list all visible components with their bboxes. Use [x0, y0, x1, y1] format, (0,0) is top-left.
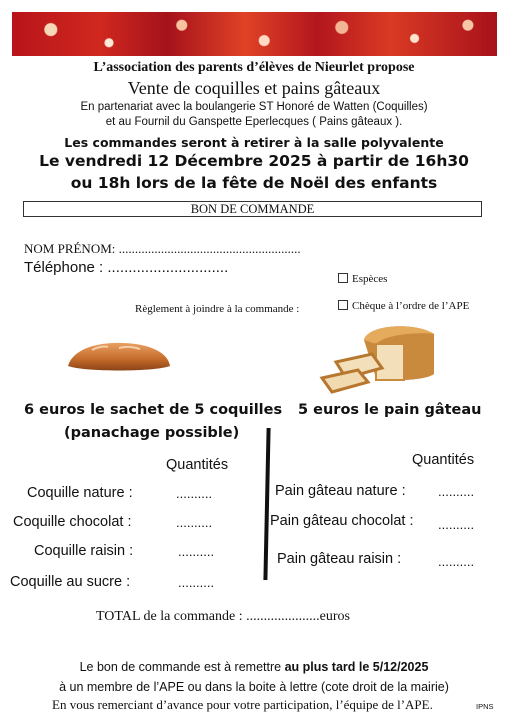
name-field[interactable]: NOM PRÉNOM: ........................................................	[24, 241, 301, 256]
footer-deadline-line	[0, 660, 508, 674]
coquille-quantities-header: Quantités	[166, 457, 229, 473]
pain-gateau-price: 5 euros le pain gâteau	[298, 402, 482, 418]
ipns-mark: IPNS	[476, 702, 494, 711]
coquille-raisin-qty[interactable]: ..........	[178, 544, 215, 559]
date-line-2: ou 18h lors de la fête de Noël des enfants	[70, 174, 438, 192]
footer-dropoff-line: à un membre de l’APE ou dans la boite à lettre (cote droit de la mairie)	[59, 680, 449, 694]
order-total-field[interactable]: TOTAL de la commande : .....................euros	[96, 609, 350, 624]
coquille-sucre-label: Coquille au sucre :	[10, 574, 131, 590]
footer-deadline-date: au plus tard le 5/12/2025	[284, 660, 429, 674]
coquille-bread-icon	[64, 340, 174, 374]
phone-field[interactable]: Téléphone : .............................	[24, 259, 229, 276]
coquille-chocolat-qty[interactable]: ..........	[176, 515, 213, 530]
coquille-mix-note: (panachage possible)	[64, 425, 240, 441]
coquille-price: 6 euros le sachet de 5 coquilles	[24, 402, 283, 418]
pickup-line: Les commandes seront à retirer à la salle polyvalente	[64, 135, 444, 150]
coquille-chocolat-label: Coquille chocolat :	[13, 514, 132, 530]
pain-nature-label: Pain gâteau nature :	[275, 483, 406, 499]
pain-chocolat-qty[interactable]: ..........	[438, 517, 475, 532]
pain-raisin-label: Pain gâteau raisin :	[277, 551, 402, 567]
coquille-nature-label: Coquille nature :	[27, 485, 133, 501]
pain-nature-qty[interactable]: ..........	[438, 484, 475, 499]
partner-line-1: En partenariat avec la boulangerie ST Honoré de Watten (Coquilles)	[80, 101, 428, 113]
footer-deadline-prefix: Le bon de commande est à remettre	[79, 660, 285, 674]
page-title: Vente de coquilles et pains gâteaux	[127, 78, 381, 98]
cheque-checkbox[interactable]	[338, 300, 348, 310]
cash-checkbox[interactable]	[338, 273, 348, 283]
pain-chocolat-label: Pain gâteau chocolat :	[270, 513, 414, 529]
cheque-label: Chèque à l’ordre de l’APE	[352, 300, 470, 312]
partner-line-2: et au Fournil du Ganspette Eperlecques ( Pains gâteaux ).	[105, 116, 403, 128]
payment-label: Règlement à joindre à la commande :	[135, 303, 300, 315]
date-line-1: Le vendredi 12 Décembre 2025 à partir de 16h30	[39, 152, 469, 170]
coquille-raisin-label: Coquille raisin :	[34, 543, 134, 559]
header-banner-image	[12, 12, 497, 56]
pain-gateau-loaf-icon	[316, 320, 440, 396]
coquille-sucre-qty[interactable]: ..........	[178, 575, 215, 590]
cash-label: Espèces	[352, 273, 388, 285]
pain-quantities-header: Quantités	[412, 452, 475, 468]
order-form-title: BON DE COMMANDE	[23, 201, 482, 217]
column-divider	[263, 428, 270, 580]
association-line: L’association des parents d’élèves de Nieurlet propose	[93, 60, 415, 75]
payment-cash-option[interactable]	[338, 273, 387, 285]
coquille-nature-qty[interactable]: ..........	[176, 486, 213, 501]
payment-cheque-option[interactable]	[338, 300, 469, 312]
pain-raisin-qty[interactable]: ..........	[438, 554, 475, 569]
footer-thanks-line: En vous remerciant d’avance pour votre participation, l’équipe de l’APE.	[52, 697, 433, 712]
